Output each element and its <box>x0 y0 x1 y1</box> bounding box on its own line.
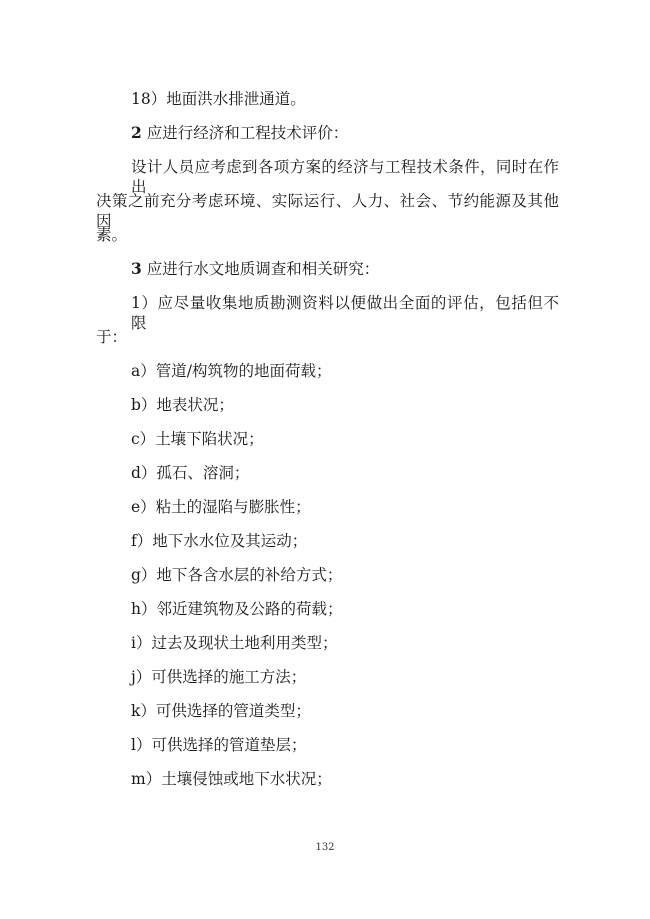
paragraph-line: 素。 <box>96 226 128 244</box>
section-heading <box>131 259 379 279</box>
list-item: b）地表状况； <box>131 396 234 414</box>
paragraph-line: 于： <box>96 328 128 346</box>
list-item: j）可供选择的施工方法； <box>131 668 307 686</box>
paragraph-line: 1）应尽量收集地质勘测资料以便做出全面的评估，包括但不限 <box>131 294 559 332</box>
list-item: f）地下水水位及其运动； <box>131 532 308 550</box>
list-item: i）过去及现状土地利用类型； <box>131 634 338 652</box>
list-item: l）可供选择的管道垫层； <box>131 736 307 754</box>
list-item: c）土壤下陷状况； <box>131 430 264 448</box>
list-item: h）邻近建筑物及公路的荷载； <box>131 600 343 618</box>
paragraph-line: 决策之前充分考虑环境、实际运行、人力、社会、节约能源及其他因 <box>96 192 559 230</box>
list-item: a）管道/构筑物的地面荷载； <box>131 362 332 380</box>
page-number: 132 <box>315 842 335 853</box>
list-item: e）粘土的湿陷与膨胀性； <box>131 498 311 516</box>
text-line: 18）地面洪水排泄通道。 <box>131 90 306 108</box>
paragraph-line: 设计人员应考虑到各项方案的经济与工程技术条件，同时在作出 <box>131 158 559 196</box>
section-heading <box>131 123 348 143</box>
section-heading-text: 应进行经济和工程技术评价： <box>141 124 349 142</box>
list-item: d）孤石、溶洞； <box>131 464 250 482</box>
section-heading-text: 应进行水文地质调查和相关研究： <box>141 260 380 278</box>
list-item: k）可供选择的管道类型； <box>131 702 311 720</box>
list-item: m）土壤侵蚀或地下水状况； <box>131 770 332 788</box>
list-item: g）地下各含水层的补给方式； <box>131 566 343 584</box>
section-number: 2 <box>131 123 142 142</box>
section-number: 3 <box>131 259 142 278</box>
